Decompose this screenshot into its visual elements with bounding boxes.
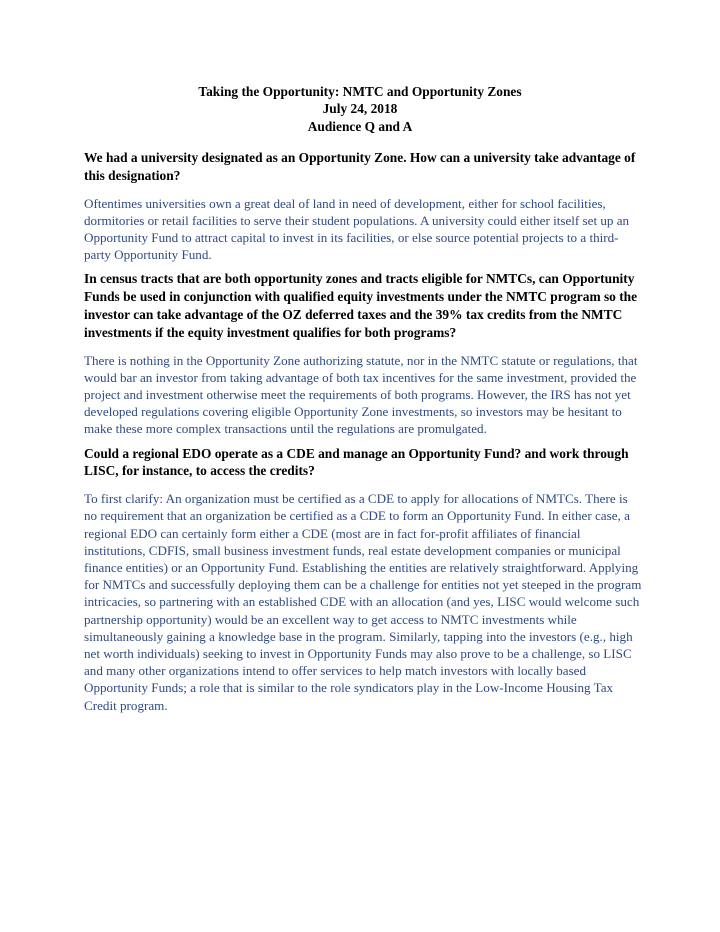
- question-1: We had a university designated as an Opportunity Zone. How can a university take advantage of this designation?: [84, 150, 636, 183]
- document-date: July 24, 2018: [322, 101, 398, 117]
- document-header: [0, 83, 720, 135]
- document-subtitle: Audience Q and A: [307, 118, 413, 134]
- qa-section: [84, 149, 644, 721]
- question-3: Could a regional EDO operate as a CDE and manage an Opportunity Fund? and work through LISC, for instance, to access the credits?: [84, 445, 629, 479]
- question-2: In census tracts that are both opportunity zones and tracts eligible for NMTCs, can Opportunity Funds be used in conjunction with qualified equity investments under the NMTC program so the investor can take advantage of the OZ deferred taxes and the 39% tax credits from the NMTC investments if the equity investment qualifies for both programs?: [84, 271, 638, 340]
- answer-2: There is nothing in the Opportunity Zone authorizing statute, nor in the NMTC statute or regulations, that would bar an investor from taking advantage of both tax incentives for the same investment, provided the project and investment otherwise meet the requirements of both programs. However, the IRS has not yet developed regulations covering eligible Opportunity Zone investments, so investors may be hesitant to make these more complex transactions until the regulations are promulgated.: [84, 352, 638, 437]
- answer-3: To first clarify: An organization must be certified as a CDE to apply for allocations of NMTCs. There is no requirement that an organization be certified as a CDE to form an Opportunity Fund. In either case, a regional EDO can certainly form either a CDE (most are in fact for-profit affiliates of financial institutions, CDFIS, small business investment funds, real estate development companies or municipal finance entities) or an Opportunity Fund. Establishing the entities are relatively straightforward. Applying for NMTCs and successfully deploying them can be a challenge for entities not yet steeped in the program intricacies, so partnering with an established CDE with an allocation (and yes, LISC would welcome such partnership opportunity) would be an excellent way to get access to NMTC investments while simultaneously gaining a knowledge base in the program. Similarly, tapping into the investors (e.g., high net worth individuals) seeking to invest in Opportunity Funds may also prove to be a challenge, so LISC and many other organizations intend to offer services to help match investors with locally based Opportunity Funds; a role that is similar to the role syndicators play in the Low-Income Housing Tax Credit program.: [84, 491, 642, 713]
- answer-1: Oftentimes universities own a great deal of land in need of development, either for school facilities, dormitories or retail facilities to serve their student populations. A university could either itself set up an Opportunity Fund to attract capital to invest in its facilities, or else source potential projects to a third-party Opportunity Fund.: [84, 195, 630, 263]
- document-title: Taking the Opportunity: NMTC and Opportunity Zones: [198, 84, 522, 99]
